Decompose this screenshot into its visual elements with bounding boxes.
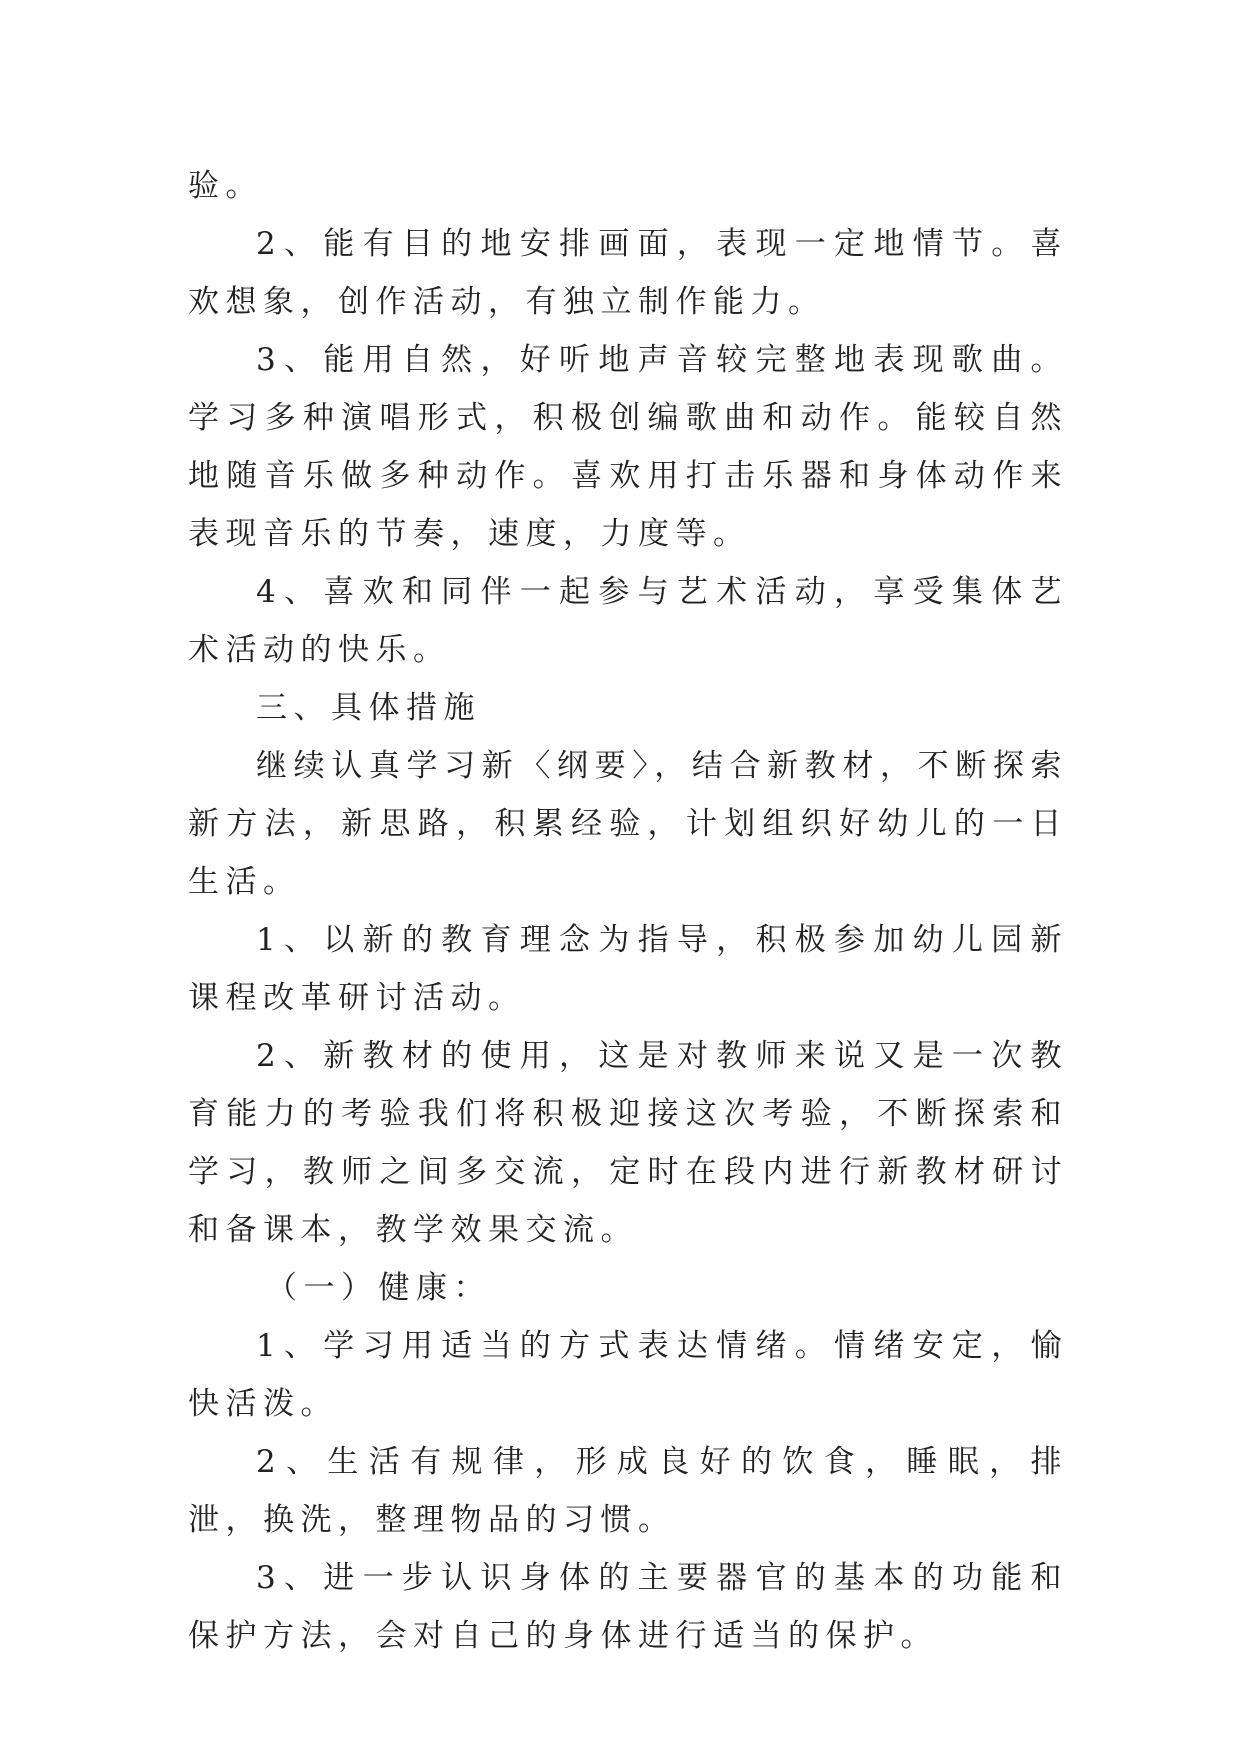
paragraph-art-goal-2: 2、能有目的地安排画面，表现一定地情节。喜欢想象，创作活动，有独立制作能力。 [188,226,1068,320]
paragraph-measures-intro: 继续认真学习新〈纲要〉，结合新教材，不断探索新方法，新思路，积累经验，计划组织好幼儿的一日生活。 [188,748,1068,900]
paragraph-art-goal-4: 4、喜欢和同伴一起参与艺术活动，享受集体艺术活动的快乐。 [188,574,1068,668]
paragraph-art-goal-3: 3、能用自然，好听地声音较完整地表现歌曲。学习多种演唱形式，积极创编歌曲和动作。能较自然地随音乐做多种动作。喜欢用打击乐器和身体动作来表现音乐的节奏，速度，力度等。 [188,342,1068,552]
paragraph-health-1: 1、学习用适当的方式表达情绪。情绪安定，愉快活泼。 [188,1328,1068,1422]
paragraph-measure-2: 2、新教材的使用，这是对教师来说又是一次教育能力的考验我们将积极迎接这次考验，不断探索和学习，教师之间多交流，定时在段内进行新教材研讨和备课本，教学效果交流。 [188,1038,1068,1248]
document-body [188,157,1068,1665]
subheading-health: （一）健康： [266,1270,491,1306]
section-heading-measures: 三、具体措施 [256,690,481,726]
paragraph-continuation: 验。 [188,168,263,204]
paragraph-health-3: 3、进一步认识身体的主要器官的基本的功能和保护方法，会对自己的身体进行适当的保护。 [188,1560,1068,1654]
paragraph-measure-1: 1、以新的教育理念为指导，积极参加幼儿园新课程改革研讨活动。 [188,922,1068,1016]
paragraph-health-2: 2、生活有规律，形成良好的饮食，睡眠，排泄，换洗，整理物品的习惯。 [188,1444,1068,1538]
